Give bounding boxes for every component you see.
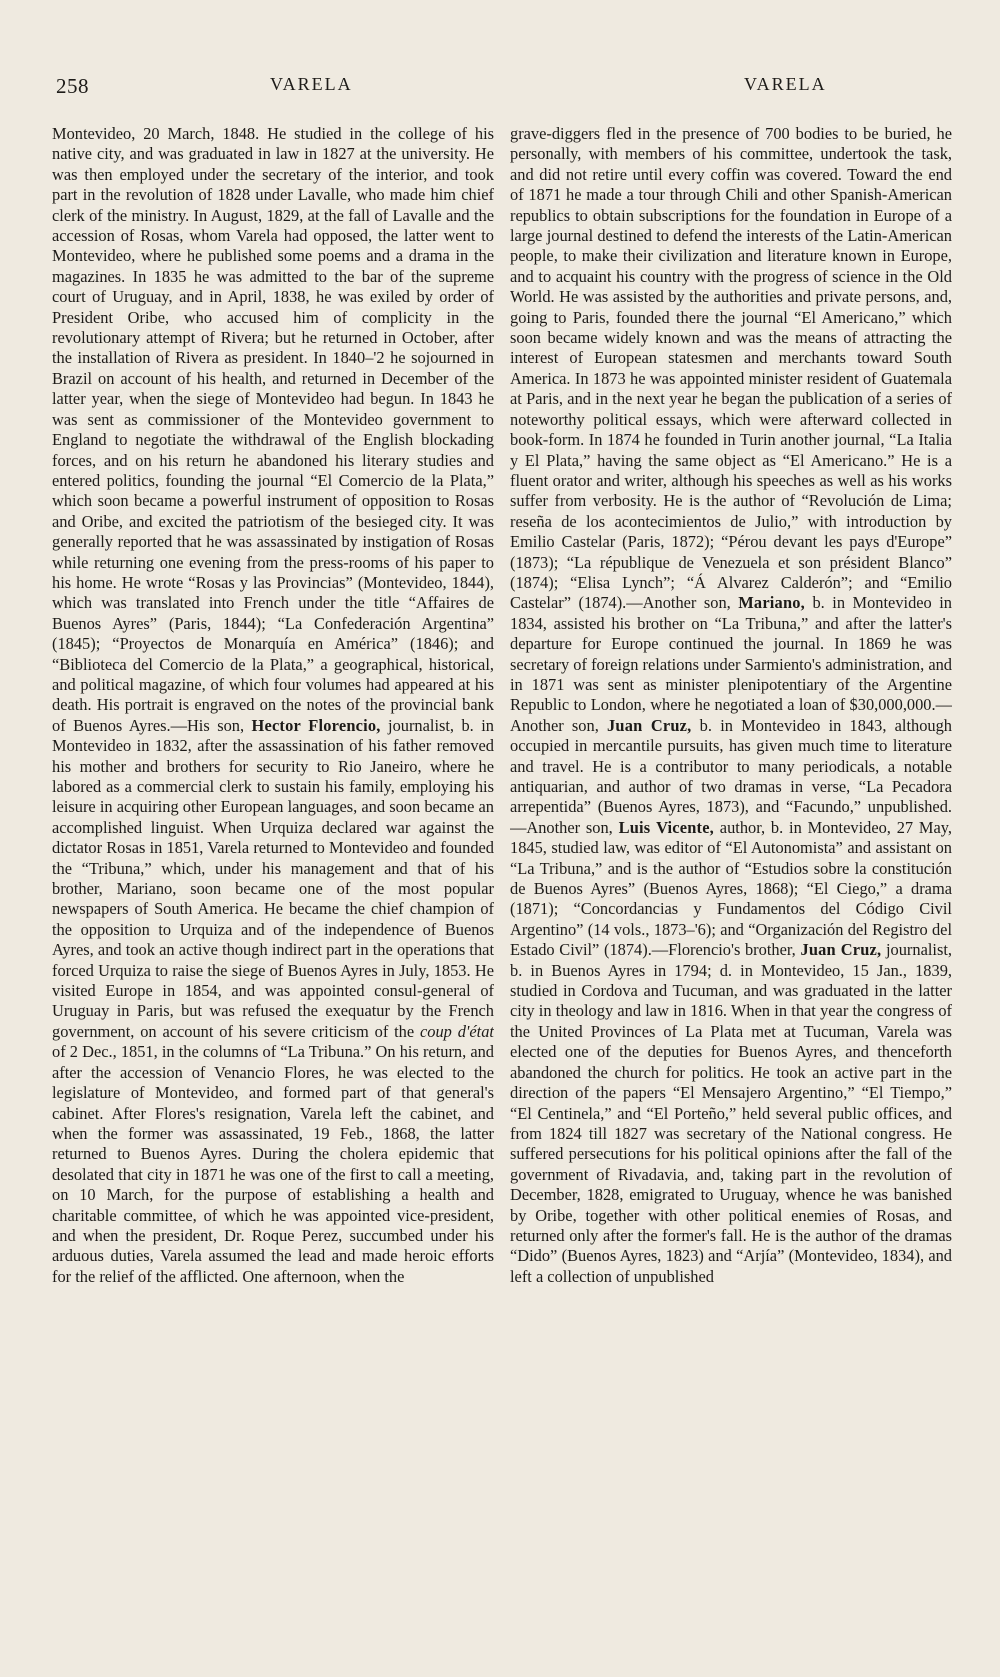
left-column [52, 124, 494, 1664]
name-heading-luis-vicente: Luis Vicente, [618, 817, 714, 837]
page-number: 258 [56, 74, 89, 98]
text-segment: grave-diggers fled in the presence of 700 bodies to be buried, he personally, with members of his committee, undertook the task, and did not retire until every coffin was covered. Toward the end of 1871 he made a tour through Chili and other Spanish-American republics to obtain subscriptions for the foundation in Europe of a large journal destined to defend the interests of the Latin-American people, to make their civilization and literature known in Europe, and to acquaint his country with the progress of science in the Old World. He was assisted by the authorities and private persons, and, going to Paris, founded there the journal “El Americano,” which soon became widely known and was the means of attracting the interest of European statesmen and merchants toward South America. In 1873 he was appointed minister resident of Guatemala at Paris, and in the next year he began the publication of a series of noteworthy political essays, which were afterward collected in book-form. In 1874 he founded in Turin another journal, “La Italia y El Plata,” having the same object as “El Americano.” He is a fluent orator and writer, although his speeches as well as his works suffer from verbosity. He is the author of “Revolución de Lima; reseña de los acontecimientos de Julio,” with introduction by Emilio Castelar (Paris, 1872); “Pérou devant les pays d'Europe” (1873); “La république de Venezuela et son président Blanco” (1874); “Elisa Lynch”; “Á Alvarez Calderón”; and “Emilio Castelar” (1874).—Another son, [510, 124, 952, 613]
left-column-paragraph [52, 124, 494, 1287]
text-segment: of 2 Dec., 1851, in the columns of “La Tribuna.” On his return, and after the accession of Venancio Flores, he was elected to the legislature of Montevideo, and formed part of that general's cabinet. After Flores's resignation, Varela left the cabinet, and when the former was assassinated, 19 Feb., 1868, the latter returned to Buenos Ayres. During the cholera epidemic that desolated that city in 1871 he was one of the first to call a meeting, on 10 March, for the purpose of establishing a health and charitable committee, of which he was appointed vice-president, and when the president, Dr. Roque Perez, succumbed under his arduous duties, Varela assumed the lead and made heroic efforts for the relief of the afflicted. One afternoon, when the [52, 1042, 494, 1286]
name-heading-juan-cruz: Juan Cruz, [607, 715, 692, 735]
text-segment: journalist, b. in Montevideo in 1832, after the assassination of his father removed his mother and brothers for security to Rio Janeiro, where he labored as a commercial clerk to sustain his family, employing his leisure in acquiring other European languages, and soon became an accomplished linguist. When Urquiza declared war against the dictator Rosas in 1851, Varela returned to Montevideo and founded the “Tribuna,” which, under his management and that of his brother, Mariano, soon became one of the most popular newspapers of South America. He became the chief champion of the opposition to Urquiza and of the independence of Buenos Ayres, and took an active though indirect part in the operations that forced Urquiza to raise the siege of Buenos Ayres in July, 1853. He visited Europe in 1854, and was appointed consul-general of Uruguay in Paris, but was refused the exequatur by the French government, on account of his severe criticism of the [52, 715, 494, 1041]
text-columns [52, 124, 960, 1664]
name-heading-juan-cruz-elder: Juan Cruz, [800, 940, 882, 960]
text-segment: b. in Montevideo in 1843, although occupied in mercantile pursuits, has given much time to literature and travel. He is a contributor to many periodicals, a notable antiquarian, and author of two dramas in verse, “La Pecadora arrepentida” (Buenos Ayres, 1873), and “Facundo,” unpublished.—Another son, [510, 715, 952, 837]
right-column-paragraph [510, 124, 952, 1287]
name-heading-hector-florencio: Hector Florencio, [251, 715, 381, 735]
running-head-right: VARELA [744, 74, 827, 94]
text-segment: journalist, b. in Buenos Ayres in 1794; d. in Montevideo, 15 Jan., 1839, studied in Cordova and Tucuman, and was graduated in the latter city in theology and law in 1816. When in that year the congress of the United Provinces of La Plata met at Tucuman, Varela was elected one of the deputies for Buenos Ayres, and thenceforth abandoned the church for politics. He took an active part in the direction of the papers “El Mensajero Argentino,” “El Tiempo,” “El Centinela,” and “El Porteño,” held several public offices, and from 1824 till 1827 was secretary of the National congress. He suffered persecutions for his political opinions after the fall of the government of Rivadavia, and, taking part in the revolution of December, 1828, emigrated to Uruguay, whence he was banished by Oribe, together with other political enemies of Rosas, and returned only after the former's fall. He is the author of the dramas “Dido” (Buenos Ayres, 1823) and “Arjía” (Montevideo, 1834), and left a collection of unpublished [510, 940, 952, 1286]
running-head-left: VARELA [270, 74, 353, 94]
page-header [52, 64, 960, 100]
text-segment: author, b. in Montevideo, 27 May, 1845, studied law, was editor of “El Autonomista” and assistant on “La Tribuna,” and is the author of “Estudios sobre la constitución de Buenos Ayres” (Buenos Ayres, 1868); “El Ciego,” a drama (1871); “Concordancias y Fundamentos del Código Civil Argentino” (14 vols., 1873–'6); and “Organización del Registro del Estado Civil” (1874).—Florencio's brother, [510, 817, 952, 960]
italic-phrase: coup d'état [420, 1021, 494, 1041]
text-segment: Montevideo, 20 March, 1848. He studied in the college of his native city, and was graduated in law in 1827 at the university. He was then employed under the secretary of the interior, and took part in the revolution of 1828 under Lavalle, who made him chief clerk of the ministry. In August, 1829, at the fall of Lavalle and the accession of Rosas, whom Varela had opposed, the latter went to Montevideo, where he published some poems and a drama in the magazines. In 1835 he was admitted to the bar of the supreme court of Uruguay, and in April, 1838, he was exiled by order of President Oribe, who accused him of complicity in the revolutionary attempt of Rivera; but he returned in October, after the installation of Rivera as president. In 1840–'2 he sojourned in Brazil on account of his health, and returned in December of the latter year, when the siege of Montevideo had begun. In 1843 he was sent as commissioner of the Montevideo government to England to negotiate the withdrawal of the English blockading forces, and on his return he abandoned his literary studies and entered politics, founding the journal “El Comercio de la Plata,” which soon became a powerful instrument of opposition to Rosas and Oribe, and excited the patriotism of the besieged city. It was generally reported that he was assassinated by instigation of Rosas while returning one evening from the press-rooms of his paper to his home. He wrote “Rosas y las Provincias” (Montevideo, 1844), which was translated into French under the title “Affaires de Buenos Ayres” (Paris, 1844); “La Confederación Argentina” (1845); “Proyectos de Monarquía en América” (1846); and “Biblioteca del Comercio de la Plata,” a geographical, historical, and political magazine, of which four volumes had appeared at his death. His portrait is engraved on the notes of the provincial bank of Buenos Ayres.—His son, [52, 124, 494, 735]
right-column [510, 124, 952, 1664]
name-heading-mariano: Mariano, [738, 593, 805, 613]
text-segment: b. in Montevideo in 1834, assisted his brother on “La Tribuna,” and after the latter's departure for Europe continued the journal. In 1869 he was secretary of foreign relations under Sarmiento's administration, and in 1871 was sent as minister plenipotentiary of the Argentine Republic to London, where he negotiated a loan of $30,000,000.—Another son, [510, 593, 952, 735]
